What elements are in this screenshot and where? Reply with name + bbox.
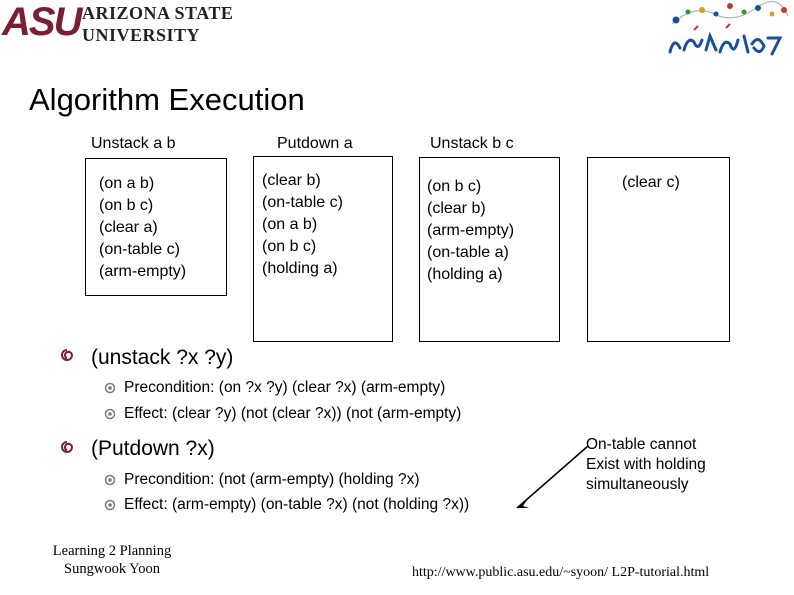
swirl-bullet-icon bbox=[60, 440, 74, 454]
annotation-note-line: simultaneously bbox=[586, 476, 689, 493]
state-fact: (clear b) bbox=[427, 200, 486, 217]
state-box-1 bbox=[85, 158, 227, 296]
operator-putdown-name: (Putdown ?x) bbox=[91, 437, 215, 460]
column-heading-1: Unstack a b bbox=[91, 135, 176, 152]
footer-credit bbox=[38, 542, 186, 578]
slide-title: Algorithm Execution bbox=[29, 82, 305, 117]
state-fact: (holding a) bbox=[427, 266, 503, 283]
footer-author: Sungwook Yoon bbox=[64, 561, 160, 577]
annotation-note bbox=[586, 435, 706, 495]
asu-logo-line2: UNIVERSITY bbox=[82, 25, 201, 45]
state-fact: (clear b) bbox=[262, 172, 321, 189]
footer-course: Learning 2 Planning bbox=[52, 543, 172, 559]
state-fact: (on a b) bbox=[262, 216, 318, 233]
state-fact: (on b c) bbox=[99, 197, 154, 214]
state-fact: (on-table a) bbox=[427, 244, 509, 261]
swirl-subbullet-icon bbox=[104, 408, 116, 420]
state-fact: (on-table c) bbox=[262, 194, 343, 211]
swirl-subbullet-icon bbox=[104, 474, 116, 486]
state-fact: (on a b) bbox=[99, 175, 155, 192]
asu-logo-line1: ARIZONA STATE bbox=[82, 3, 234, 23]
operator-unstack-effect: Effect: (clear ?y) (not (clear ?x)) (not (arm-empty) bbox=[124, 405, 462, 422]
operator-putdown-precondition: Precondition: (not (arm-empty) (holding ?x) bbox=[124, 471, 420, 488]
footer-url[interactable]: http://www.public.asu.edu/~syoon/ L2P-tutorial.html bbox=[412, 565, 710, 580]
state-box-4 bbox=[587, 157, 730, 342]
column-heading-3: Unstack b c bbox=[430, 135, 514, 152]
swirl-subbullet-icon bbox=[104, 499, 116, 511]
state-fact: (clear c) bbox=[622, 174, 680, 191]
state-fact: (arm-empty) bbox=[427, 222, 515, 239]
swirl-bullet-icon bbox=[60, 348, 74, 362]
state-fact: (clear a) bbox=[99, 219, 158, 236]
column-heading-2: Putdown a bbox=[277, 135, 353, 152]
annotation-note-line: Exist with holding bbox=[586, 456, 706, 473]
asu-logo-name bbox=[82, 4, 233, 44]
state-box-2 bbox=[253, 156, 393, 342]
asu-logo-mark: ASU bbox=[2, 0, 81, 44]
state-fact: (on b c) bbox=[262, 238, 317, 255]
operator-putdown-effect: Effect: (arm-empty) (on-table ?x) (not (holding ?x)) bbox=[124, 496, 470, 513]
state-fact: (arm-empty) bbox=[99, 263, 187, 280]
operator-unstack-name: (unstack ?x ?y) bbox=[91, 346, 234, 369]
asu-logo bbox=[2, 0, 234, 46]
annotation-arrow bbox=[505, 440, 595, 520]
state-box-3 bbox=[419, 157, 560, 342]
state-fact: (on b c) bbox=[427, 178, 482, 195]
operator-unstack-precondition: Precondition: (on ?x ?y) (clear ?x) (arm-empty) bbox=[124, 379, 446, 396]
swirl-subbullet-icon bbox=[104, 382, 116, 394]
state-fact: (holding a) bbox=[262, 260, 338, 277]
icaps-logo bbox=[664, 0, 792, 58]
annotation-note-line: On-table cannot bbox=[586, 436, 697, 453]
state-fact: (on-table c) bbox=[99, 241, 180, 258]
